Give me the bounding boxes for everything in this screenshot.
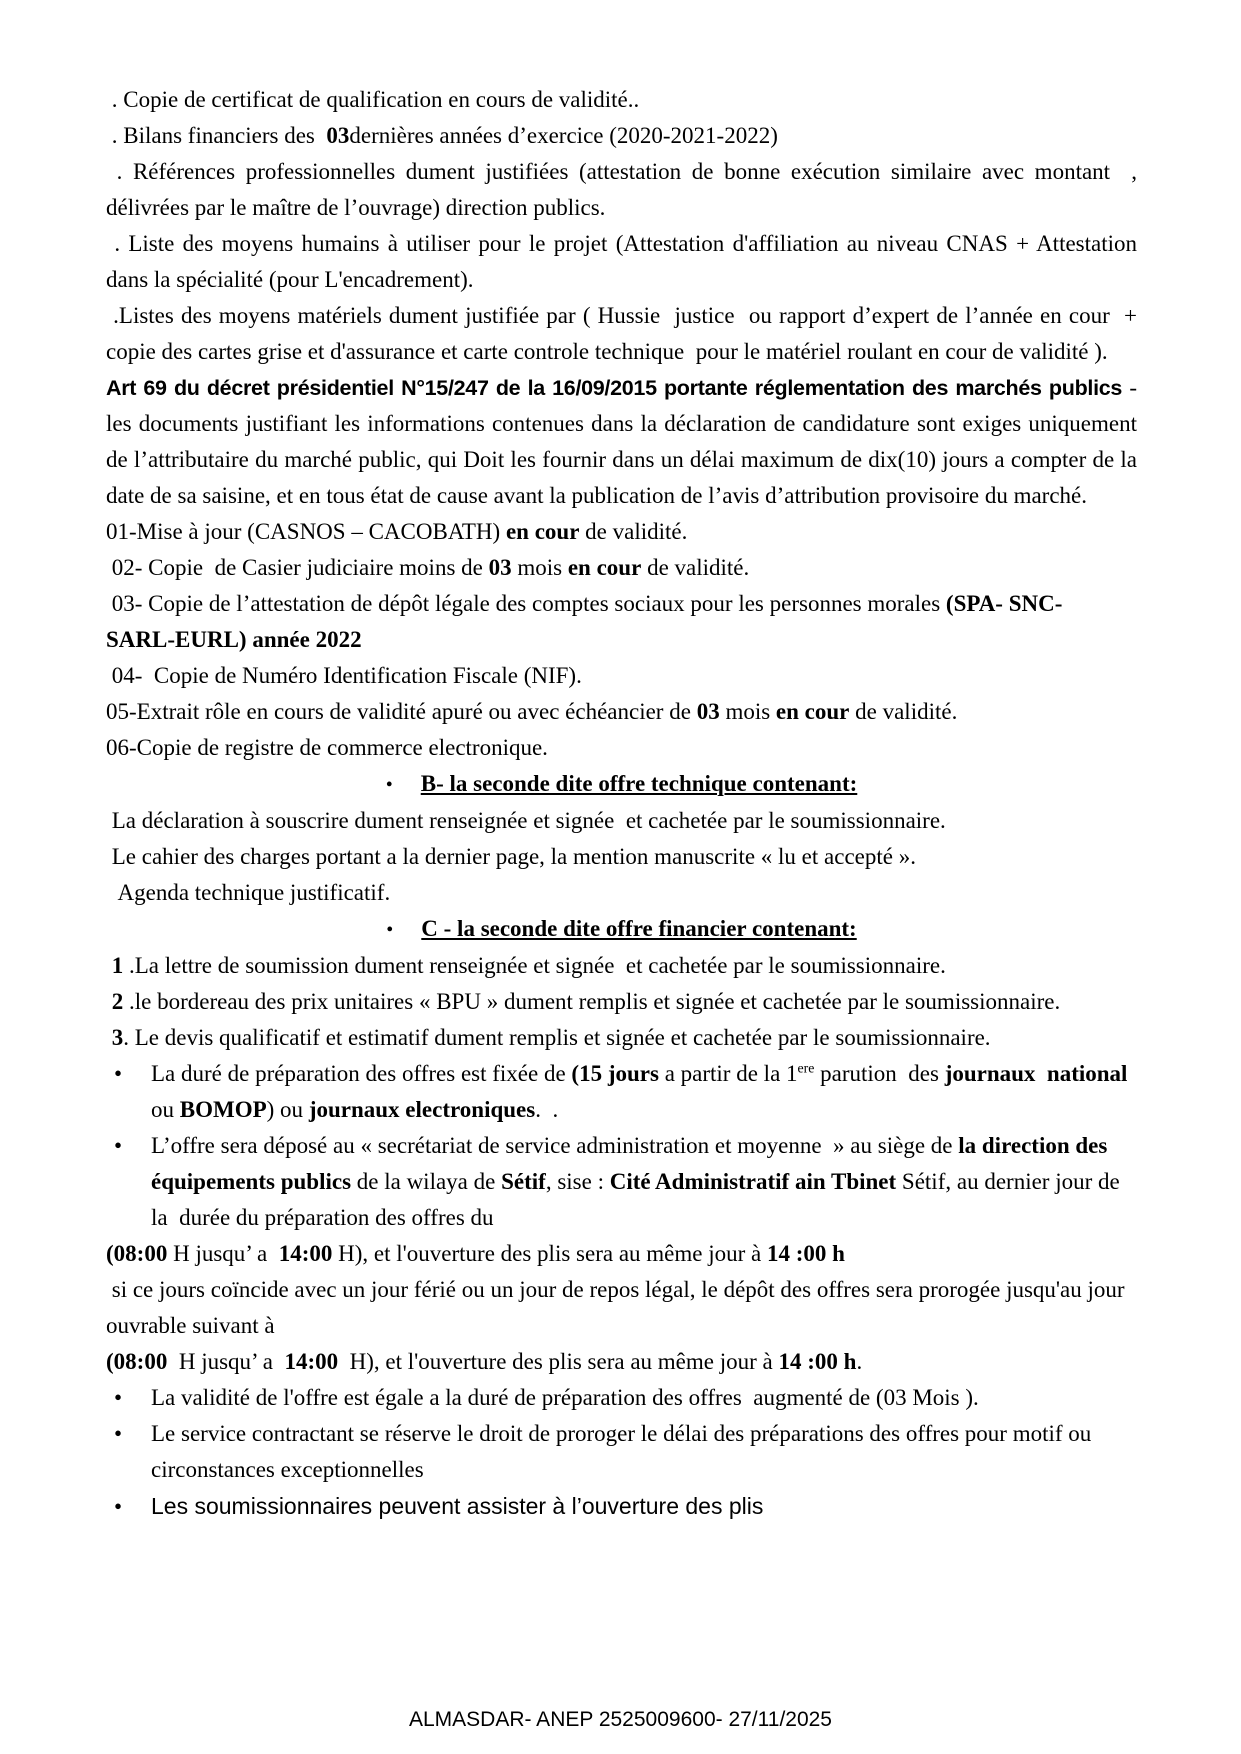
text-run: (08:00 [106,1241,168,1266]
text-run: la direction des équipements publics [151,1133,1114,1194]
text-run: .Listes des moyens matériels dument justifiée par ( Hussie justice ou rapport d’expert de l’année en cour + copie des cartes grise et d'assurance et carte controle technique pour le matériel roulant en cour de validité ). [106,303,1143,364]
text-run: (SPA- SNC- SARL-EURL) [106,591,1069,652]
text-run: 14:00 [278,1241,333,1266]
item-1-lettre-soumission [106,948,1137,984]
bullet-depot-offre [106,1128,1137,1236]
item-moyens-materiels [106,298,1143,370]
text-run: en cour [505,519,580,544]
text-run: H jusqu’ a [167,1349,285,1374]
line-horaires-1 [106,1236,1137,1272]
item-3-devis-estimatif [106,1020,1137,1056]
text-run: . Liste des moyens humains à utiliser pour le projet (Attestation d'affiliation au niveau CNAS + Attestation dans la spécialité (pour L'encadrement). [106,231,1143,292]
text-run: 06-Copie de registre de commerce electronique. [106,735,548,760]
text-run: C - la seconde dite offre financier contenant: [421,916,857,941]
text-run: 14 :00 h [766,1241,845,1266]
text-run: . Copie de certificat de qualification en cours de validité.. [106,87,640,112]
bullet-icon: • [114,1421,123,1446]
text-run: mois [719,699,776,724]
text-run: Agenda technique justificatif. [106,880,391,905]
text-run: Art 69 du décret présidentiel N°15/247 de la 16/09/2015 portante réglementation des marchés publics [106,376,1130,400]
item-certificat-qualification [106,82,1137,118]
text-run: 14 :00 h [778,1349,857,1374]
text-run: de validité. [641,555,750,580]
line-ouvrable-suivant [106,1308,1137,1344]
text-run: . Bilans financiers des [106,123,327,148]
text-run: (08:00 [106,1349,168,1374]
item-03-depot-legal [106,586,1137,658]
text-run: (15 jours [571,1061,659,1086]
item-01-mise-a-jour [106,514,1137,550]
text-run: Le service contractant se réserve le droit de proroger le délai des préparations des offres pour motif ou circonstances exceptionnelles [151,1421,1098,1482]
text-run: B- la seconde dite offre technique contenant: [420,771,858,796]
text-run: -les documents justifiant les informations contenues dans la déclaration de candidature sont exiges uniquement de l’attributaire du marché public, qui Doit les fournir dans un délai maximum de dix(10) jours a compter de la date de sa saisine, et en tous état de cause avant la publication de l’avis d’attribution provisoire du marché. [106,375,1143,508]
text-run: Cité Administratif ain Tbinet [609,1169,897,1194]
text-run: de la wilaya de [351,1169,502,1194]
text-run: . . [535,1097,559,1122]
bullet-icon: • [386,919,394,941]
text-run: .le bordereau des prix unitaires « BPU » dument remplis et signée et cachetée par le soumissionnaire. [123,989,1061,1014]
bullet-assister-ouverture [106,1488,1137,1525]
text-run: 05-Extrait rôle en cours de validité apuré ou avec échéancier de [106,699,697,724]
text-run: journaux national [944,1061,1128,1086]
text-run: . Le devis qualificatif et estimatif dument remplis et signée et cachetée par le soumissionnaire. [123,1025,991,1050]
text-run: . [856,1349,863,1374]
item-04-nif [106,658,1137,694]
text-run: a partir de la 1 [658,1061,798,1086]
text-run: Sétif, au dernier jour de la durée du préparation des offres du [151,1169,1126,1230]
text-run: La déclaration à souscrire dument renseignée et signée et cachetée par le soumissionnaire. [106,808,946,833]
text-run: La validité de l'offre est égale a la duré de préparation des offres augmenté de (03 Mois ). [151,1385,979,1410]
heading-offre-technique [106,766,1137,803]
text-run: H), et l'ouverture des plis sera au même jour à [338,1349,779,1374]
document-body [106,82,1143,1525]
text-run: 03- Copie de l’attestation de dépôt légale des comptes sociaux pour les personnes morales [106,591,946,616]
bullet-duree-preparation [106,1056,1137,1128]
text-run: ouvrable suivant à [106,1313,275,1338]
text-run: ) ou [266,1097,309,1122]
text-run: , sise : [545,1169,610,1194]
text-run: ere [797,1060,815,1076]
item-bilans-financiers [106,118,1137,154]
item-06-registre-commerce [106,730,1137,766]
item-moyens-humains [106,226,1143,298]
bullet-validite-offre [106,1380,1137,1416]
text-run: de validité. [849,699,958,724]
text-run: 1 [111,953,124,978]
text-run: en cour [775,699,850,724]
item-references-professionnelles [106,154,1143,226]
text-run: 14:00 [284,1349,339,1374]
text-run: BOMOP [179,1097,267,1122]
heading-offre-financier [106,911,1137,948]
text-run: 3 [111,1025,124,1050]
item-cahier-charges [106,839,1137,875]
item-02-casier-judiciaire [106,550,1137,586]
para-art-69-decret [106,370,1143,514]
text-run: 04- Copie de Numéro Identification Fiscale (NIF). [106,663,582,688]
text-run: parution des [814,1061,945,1086]
text-run: .La lettre de soumission dument renseignée et signée et cachetée par le soumissionnaire. [123,953,946,978]
text-run: H), et l'ouverture des plis sera au même jour à [332,1241,767,1266]
text-run: de validité. [579,519,688,544]
text-run: 03 [488,555,512,580]
text-run: 01-Mise à jour (CASNOS – CACOBATH) [106,519,506,544]
text-run: Les soumissionnaires peuvent assister à l’ouverture des plis [151,1493,764,1519]
text-run: La duré de préparation des offres est fixée de [151,1061,572,1086]
text-run: année 2022 [252,627,362,652]
bullet-service-contractant [106,1416,1137,1488]
text-run: journaux electroniques [308,1097,536,1122]
bullet-icon: • [114,1133,123,1158]
text-run: 03 [326,123,350,148]
text-run: 2 [111,989,124,1014]
text-run: H jusqu’ a [167,1241,279,1266]
text-run: 02- Copie de Casier judiciaire moins de [106,555,489,580]
footer-line: ALMASDAR- ANEP 2525009600- 27/11/2025 [408,1708,832,1731]
bullet-icon: • [385,774,393,796]
bullet-icon: • [114,1494,123,1519]
text-run: si ce jours coïncide avec un jour férié ou un jour de repos légal, le dépôt des offres sera prorogée jusqu'au jour [106,1277,1125,1302]
bullet-icon: • [114,1385,123,1410]
text-run: dernières années d’exercice (2020-2021-2022) [349,123,778,148]
item-2-bordereau-prix [106,984,1137,1020]
text-run: mois [511,555,568,580]
item-agenda-technique [106,875,1137,911]
text-run: ou [151,1061,1139,1122]
line-jour-ferie [106,1272,1137,1308]
text-run: Le cahier des charges portant a la dernier page, la mention manuscrite « lu et accepté ». [106,844,916,869]
item-05-extrait-role [106,694,1137,730]
text-run: L’offre sera déposé au « secrétariat de service administration et moyenne » au siège de [151,1133,959,1158]
text-run: en cour [567,555,642,580]
text-run: 03 [696,699,720,724]
text-run: . Références professionnelles dument justifiées (attestation de bonne exécution similaire avec montant , délivrées par le maître de l’ouvrage) direction publics. [106,159,1143,220]
item-declaration-souscrire [106,803,1137,839]
bullet-icon: • [114,1061,123,1086]
line-horaires-2 [106,1344,1137,1380]
text-run: Sétif [501,1169,546,1194]
